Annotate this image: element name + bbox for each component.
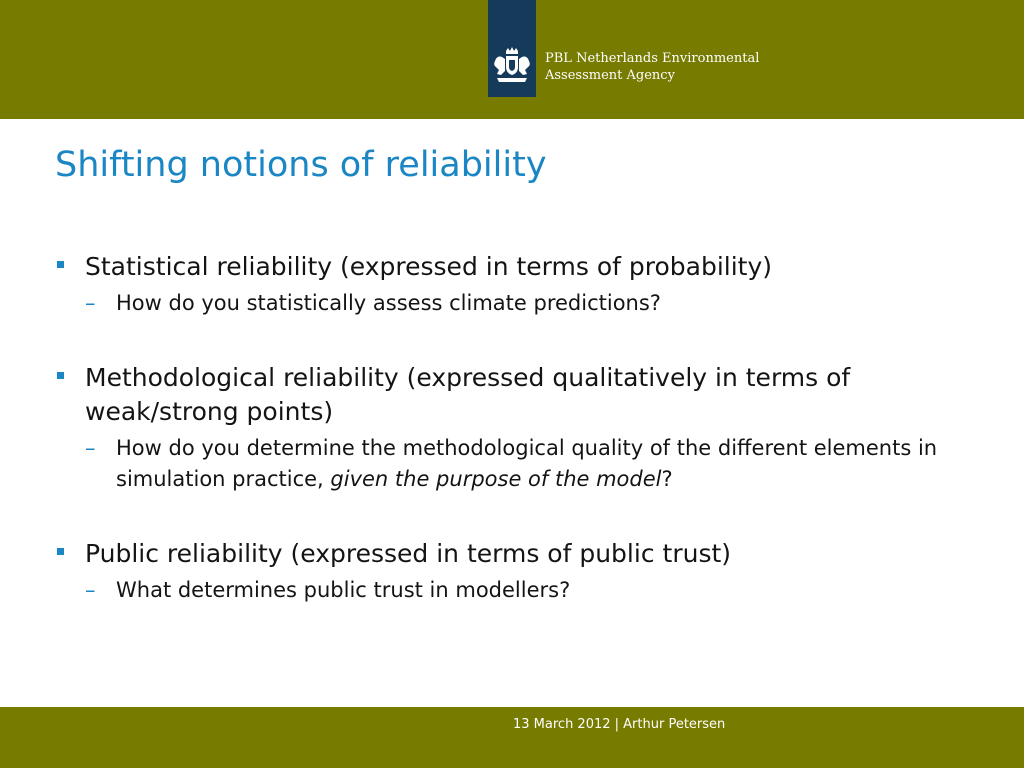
sub-item-text — [116, 436, 937, 491]
agency-name-line2: Assessment Agency — [545, 68, 675, 83]
sub-item — [85, 288, 975, 319]
sub-item — [85, 433, 975, 495]
bullet-item — [55, 361, 975, 495]
square-bullet-icon — [57, 261, 64, 268]
bullet-list — [55, 250, 975, 648]
sub-item-text-emphasis: given the purpose of the model — [330, 467, 662, 491]
bullet-text: Public reliability (expressed in terms of public trust) — [85, 539, 732, 568]
sub-item-text: How do you statistically assess climate predictions? — [116, 291, 661, 315]
logo-ribbon — [488, 0, 536, 97]
bullet-item — [55, 250, 975, 319]
bullet-text: Statistical reliability (expressed in terms of probability) — [85, 252, 773, 281]
agency-name-line1: PBL Netherlands Environmental — [545, 51, 760, 66]
square-bullet-icon — [57, 548, 64, 555]
sub-item-text: What determines public trust in modellers? — [116, 578, 571, 602]
sub-list — [85, 575, 975, 606]
dash-marker: – — [85, 578, 96, 602]
sub-item-text-plain: How do you determine the methodological quality of the different elements in simulation practice, — [116, 436, 938, 491]
dash-marker: – — [85, 436, 96, 460]
footer-band — [0, 707, 1024, 768]
dash-marker: – — [85, 291, 96, 315]
sub-list — [85, 288, 975, 319]
footer-text: 13 March 2012 | Arthur Petersen — [513, 717, 726, 732]
royal-coat-of-arms-icon — [491, 47, 533, 87]
sub-list — [85, 433, 975, 495]
bullet-text: Methodological reliability (expressed qualitatively in terms of weak/strong points) — [85, 363, 851, 426]
sub-item — [85, 575, 975, 606]
slide-title: Shifting notions of reliability — [55, 145, 547, 185]
bullet-item — [55, 537, 975, 606]
header-band — [0, 0, 1024, 119]
agency-name — [545, 50, 759, 84]
sub-item-text-end: ? — [661, 467, 673, 491]
square-bullet-icon — [57, 372, 64, 379]
